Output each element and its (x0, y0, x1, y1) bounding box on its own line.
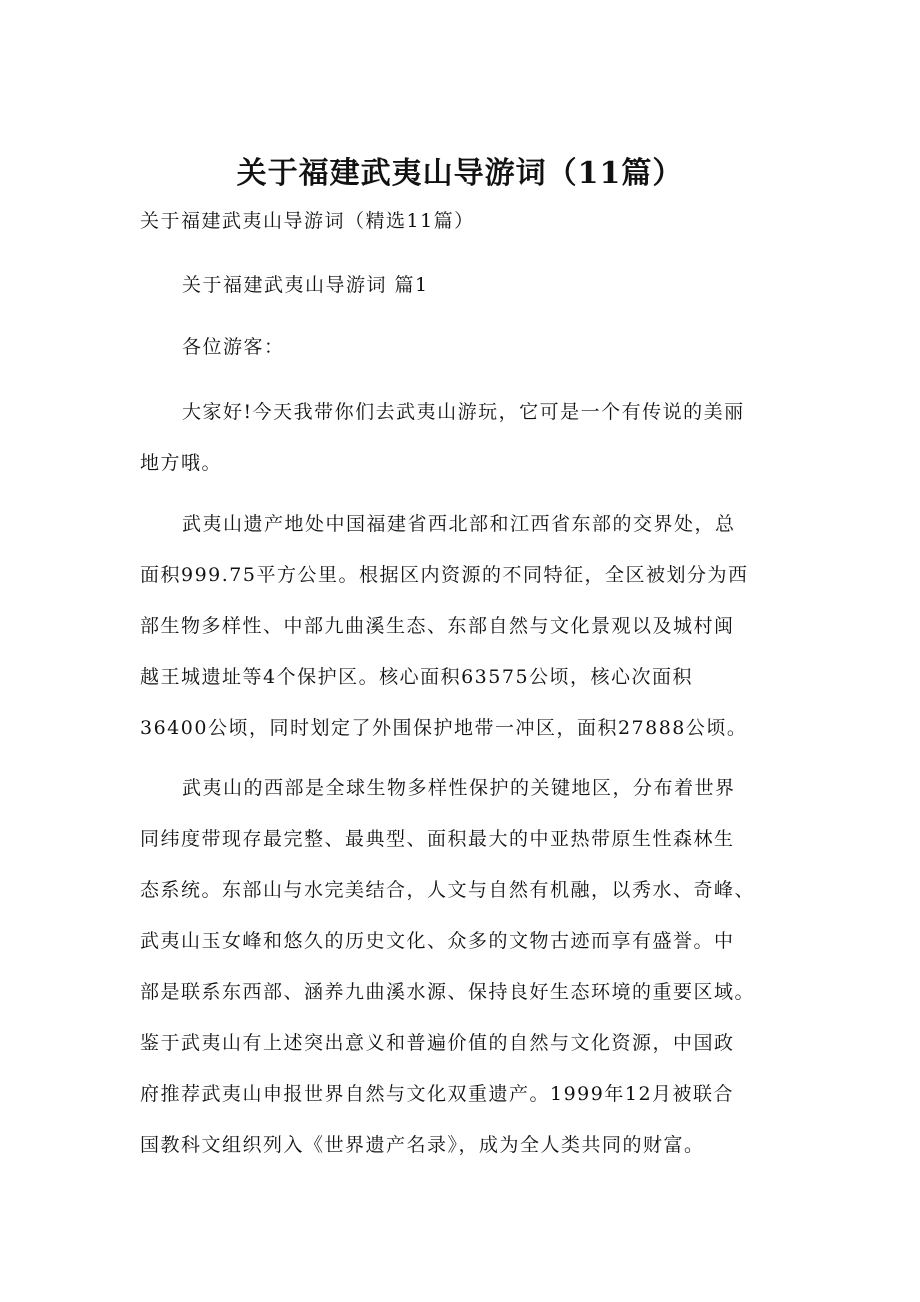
paragraph-line: 态系统。东部山与水完美结合，人文与自然有机融，以秀水、奇峰、 (140, 879, 756, 901)
paragraph-line: 府推荐武夷山申报世界自然与文化双重遗产。1999年12月被联合 (140, 1083, 735, 1105)
paragraph-line: 越王城遗址等4个保护区。核心面积63575公顷，核心次面积 (140, 666, 694, 688)
paragraph-line: 武夷山的西部是全球生物多样性保护的关键地区，分布着世界 (182, 777, 736, 799)
paragraph-1 (140, 387, 800, 489)
paragraph-line: 武夷山玉女峰和悠久的历史文化、众多的文物古迹而享有盛誉。中 (140, 930, 735, 952)
paragraph-line: 鉴于武夷山有上述突出意义和普遍价值的自然与文化资源，中国政 (140, 1032, 735, 1054)
document-subtitle: 关于福建武夷山导游词（精选11篇） (140, 210, 475, 232)
paragraph-line: 面积999.75平方公里。根据区内资源的不同特征，全区被划分为西 (140, 564, 749, 586)
paragraph-line: 同纬度带现存最完整、最典型、面积最大的中亚热带原生性森林生 (140, 828, 735, 850)
paragraph-line: 国教科文组织列入《世界遗产名录》，成为全人类共同的财富。 (140, 1134, 705, 1156)
paragraph-2 (140, 499, 800, 754)
paragraph-3 (140, 763, 800, 1171)
paragraph-line: 地方哦。 (140, 452, 223, 474)
greeting: 各位游客： (182, 336, 285, 358)
greeting-block (140, 322, 800, 373)
paragraph-line: 大家好!今天我带你们去武夷山游玩，它可是一个有传说的美丽 (182, 401, 745, 423)
section-heading-block (140, 260, 800, 311)
section-heading: 关于福建武夷山导游词 篇1 (182, 274, 429, 296)
paragraph-line: 部是联系东西部、涵养九曲溪水源、保持良好生态环境的重要区域。 (140, 981, 756, 1003)
paragraph-line: 武夷山遗产地处中国福建省西北部和江西省东部的交界处，总 (182, 513, 736, 535)
paragraph-line: 部生物多样性、中部九曲溪生态、东部自然与文化景观以及城村闽 (140, 615, 735, 637)
paragraph-line: 36400公顷，同时划定了外围保护地带一冲区，面积27888公顷。 (140, 717, 748, 739)
document-title: 关于福建武夷山导游词（11篇） (236, 156, 684, 191)
